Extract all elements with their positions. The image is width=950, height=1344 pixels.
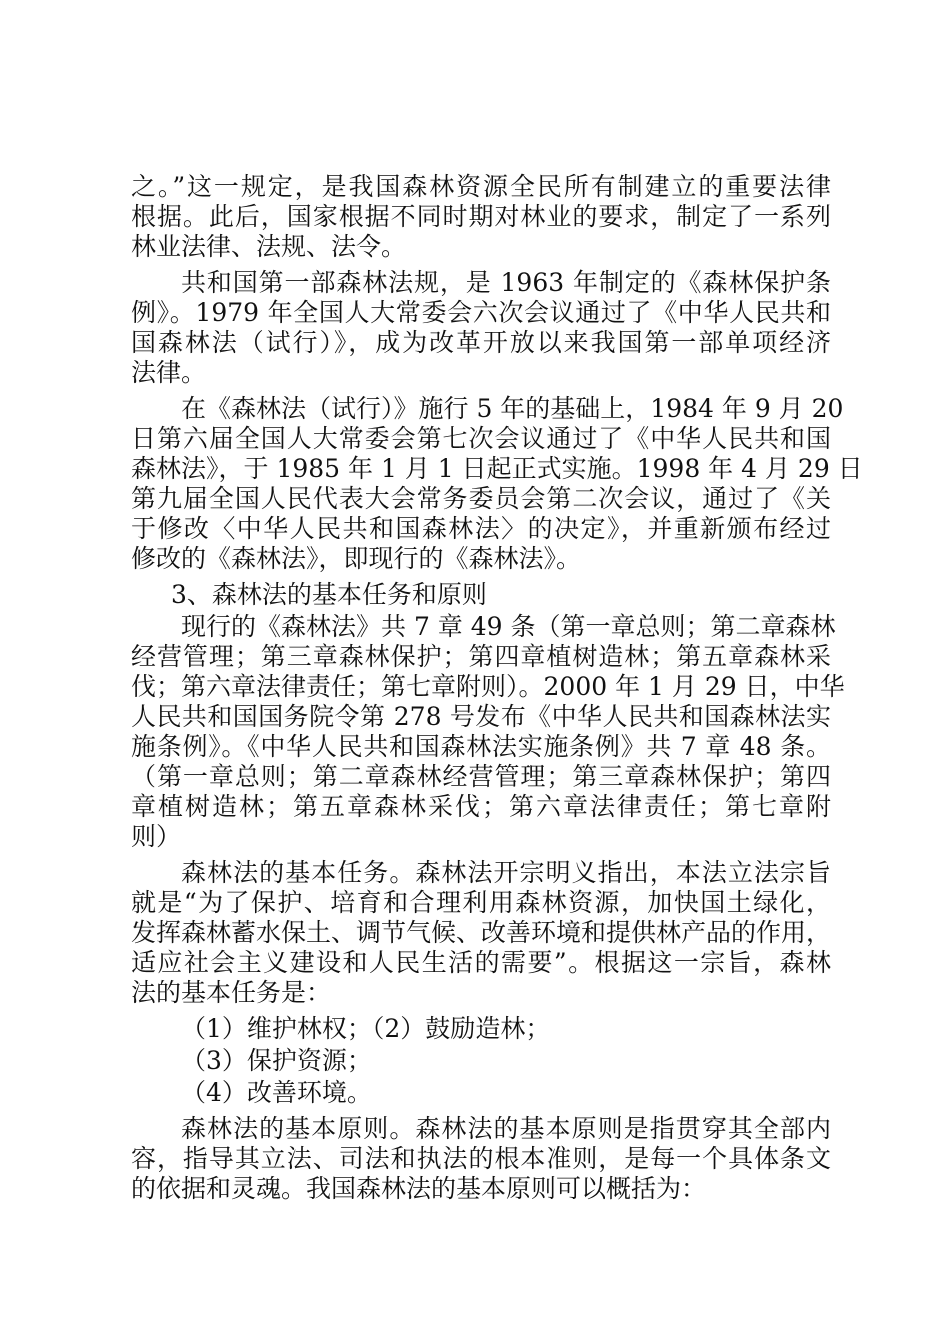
text-line: 法的基本任务是： (131, 978, 332, 1007)
text-line: 容，指导其立法、司法和执法的根本准则，是每一个具体条文 (131, 1144, 831, 1173)
list-item (131, 1046, 831, 1076)
document-body (131, 172, 863, 1204)
list-item (131, 1078, 831, 1108)
text-line: 施条例》。《中华人民共和国森林法实施条例》共 7 章 48 条。 (131, 732, 831, 761)
text-line: 修改的《森林法》，即现行的《森林法》。 (131, 544, 582, 573)
text-line: 的依据和灵魂。我国森林法的基本原则可以概括为： (131, 1174, 707, 1203)
text-line: 森林法》，于 1985 年 1 月 1 日起正式实施。1998 年 4 月 29 日 (131, 454, 863, 483)
text-line: （3）保护资源； (181, 1046, 372, 1075)
text-line: 则） (131, 822, 182, 851)
paragraph (131, 1114, 831, 1204)
text-line: 适应社会主义建设和人民生活的需要”。根据这一宗旨，森林 (131, 948, 831, 977)
text-line: 就是“为了保护、培育和合理利用森林资源，加快国土绿化， (131, 888, 831, 917)
text-line: 伐；第六章法律责任；第七章附则）。2000 年 1 月 29 日，中华 (131, 672, 845, 701)
text-line: 日第六届全国人大常委会第七次会议通过了《中华人民共和国 (131, 424, 831, 453)
text-line: 章植树造林；第五章森林采伐；第六章法律责任；第七章附 (131, 792, 831, 821)
text-line: 例》。1979 年全国人大常委会六次会议通过了《中华人民共和 (131, 298, 831, 327)
paragraph (131, 268, 831, 388)
text-line: 森林法的基本原则。森林法的基本原则是指贯穿其全部内 (181, 1114, 831, 1143)
text-line: 之。”这一规定，是我国森林资源全民所有制建立的重要法律 (131, 172, 831, 201)
text-line: 发挥森林蓄水保土、调节气候、改善环境和提供林产品的作用， (131, 918, 832, 947)
text-line: 第九届全国人民代表大会常务委员会第二次会议，通过了《关 (131, 484, 831, 513)
text-line: 3、森林法的基本任务和原则 (171, 580, 487, 609)
text-line: 林业法律、法规、法令。 (131, 232, 407, 261)
list-item (131, 1014, 831, 1044)
text-line: 共和国第一部森林法规，是 1963 年制定的《森林保护条 (181, 268, 831, 297)
text-line: 经营管理；第三章森林保护；第四章植树造林；第五章森林采 (131, 642, 831, 671)
text-line: 人民共和国国务院令第 278 号发布《中华人民共和国森林法实 (131, 702, 831, 731)
text-line: 森林法的基本任务。森林法开宗明义指出，本法立法宗旨 (181, 858, 831, 887)
section-heading (131, 580, 831, 610)
text-line: （第一章总则；第二章森林经营管理；第三章森林保护；第四 (131, 762, 831, 791)
text-line: 国森林法（试行）》，成为改革开放以来我国第一部单项经济 (131, 328, 831, 357)
paragraph (131, 858, 831, 1008)
text-line: 现行的《森林法》共 7 章 49 条（第一章总则；第二章森林 (181, 612, 836, 641)
text-line: 于修改〈中华人民共和国森林法〉的决定》，并重新颁布经过 (131, 514, 831, 543)
text-line: 在《森林法（试行）》施行 5 年的基础上，1984 年 9 月 20 (181, 394, 844, 423)
text-line: 根据。此后，国家根据不同时期对林业的要求，制定了一系列 (131, 202, 831, 231)
paragraph (131, 394, 863, 574)
text-line: （1）维护林权；（2）鼓励造林； (181, 1014, 551, 1043)
text-line: （4）改善环境。 (181, 1078, 372, 1107)
paragraph (131, 172, 831, 262)
text-line: 法律。 (131, 358, 207, 387)
paragraph (131, 612, 845, 852)
